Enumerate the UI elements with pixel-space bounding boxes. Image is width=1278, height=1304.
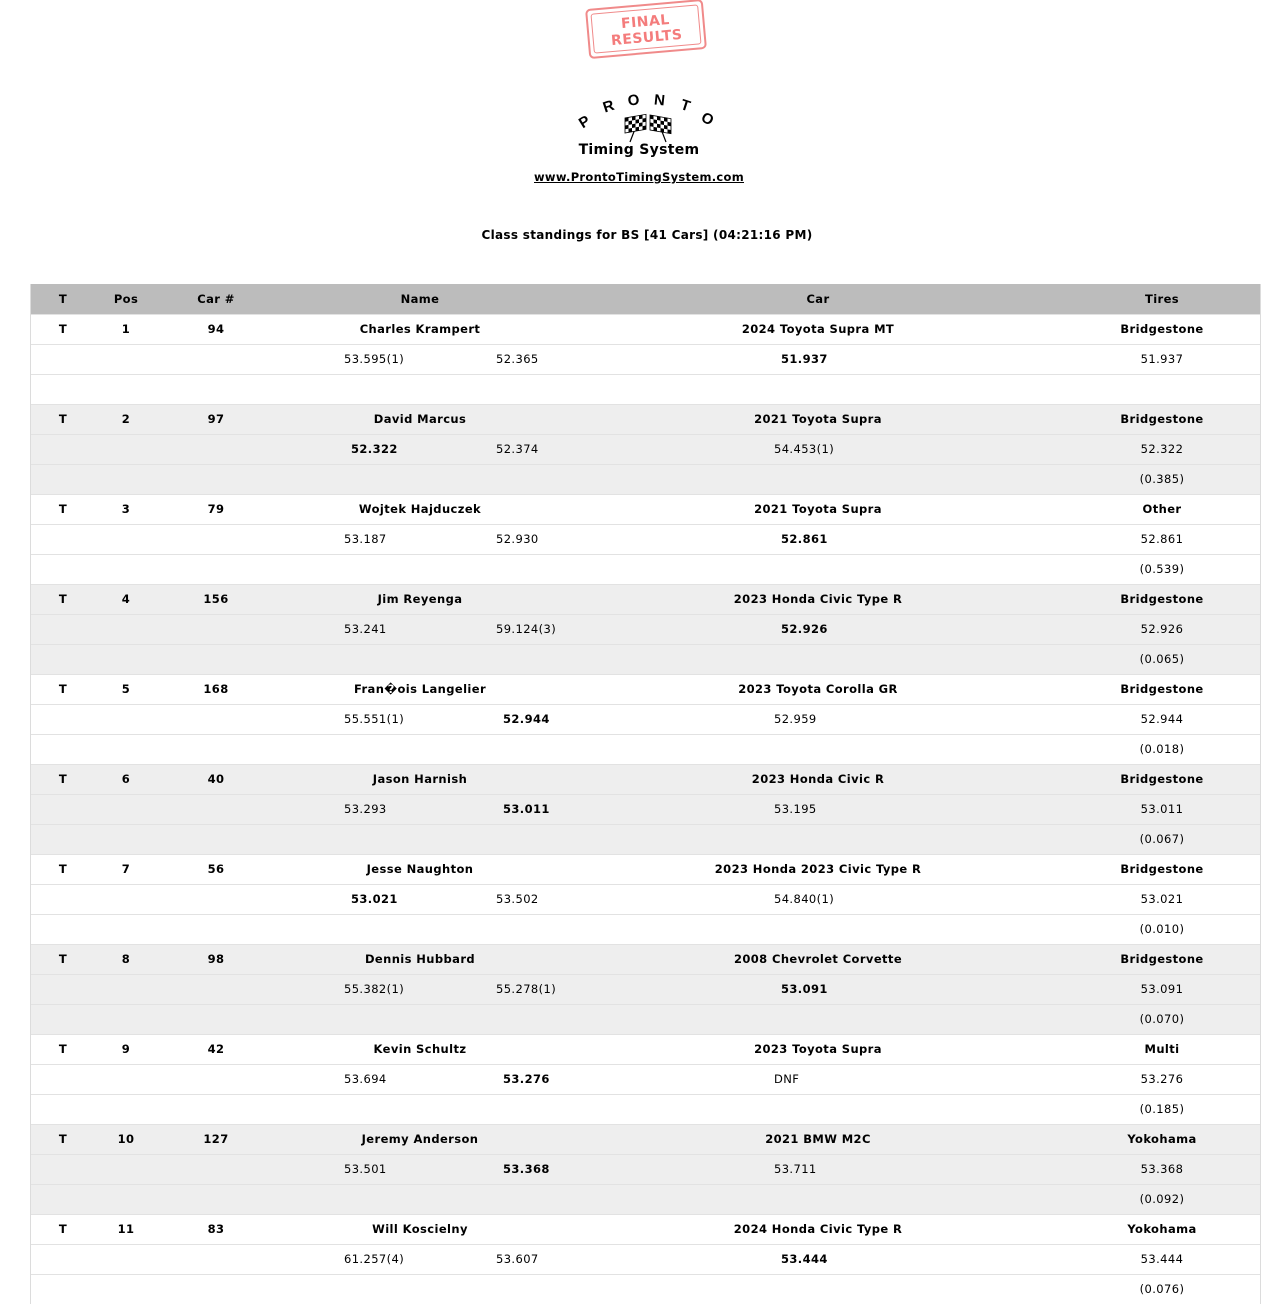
entry-run-time: 53.276 (503, 1072, 550, 1086)
entry-tires: Yokohama (1127, 1222, 1197, 1236)
table-row-runs (31, 794, 1260, 824)
entry-car-model: 2024 Toyota Supra MT (741, 322, 895, 336)
entry-position: 1 (121, 322, 131, 336)
table-row (31, 404, 1260, 434)
table-row-diff (31, 374, 1260, 404)
standings-title: Class standings for BS [41 Cars] (04:21:16 PM) (481, 228, 813, 242)
entry-run-time: 52.944 (503, 712, 550, 726)
entry-car-number: 56 (207, 862, 225, 876)
entry-difference: (0.385) (1139, 472, 1185, 486)
table-row-diff (31, 644, 1260, 674)
entry-run-time: 51.937 (781, 352, 828, 366)
entry-difference: (0.539) (1139, 562, 1185, 576)
entry-best-time: 52.926 (1140, 622, 1184, 636)
entry-difference: (0.010) (1139, 922, 1185, 936)
table-row (31, 1214, 1260, 1244)
entry-car-model: 2021 BMW M2C (765, 1132, 871, 1146)
entry-best-time: 52.944 (1140, 712, 1184, 726)
entry-position: 5 (121, 682, 131, 696)
entry-car-model: 2024 Honda Civic Type R (733, 1222, 903, 1236)
entry-tires: Bridgestone (1120, 682, 1204, 696)
entry-run-time: 52.322 (351, 442, 398, 456)
entry-run-time: 52.861 (781, 532, 828, 546)
stamp-line-1: FINAL (620, 11, 671, 33)
entry-difference: (0.067) (1139, 832, 1185, 846)
entry-car-number: 98 (207, 952, 225, 966)
table-row-runs (31, 1064, 1260, 1094)
table-row-diff (31, 914, 1260, 944)
entry-t: T (58, 1042, 68, 1056)
table-row-diff (31, 824, 1260, 854)
entry-position: 8 (121, 952, 131, 966)
table-row-diff (31, 1274, 1260, 1304)
entry-car-number: 42 (207, 1042, 225, 1056)
entry-best-time: 53.444 (1140, 1252, 1184, 1266)
entry-tires: Bridgestone (1120, 412, 1204, 426)
entry-run-time: 52.365 (496, 352, 539, 366)
column-header-car: Car (806, 292, 830, 306)
entry-run-time: 59.124(3) (496, 622, 557, 636)
entry-tires: Multi (1144, 1042, 1180, 1056)
entry-driver-name: Jesse Naughton (366, 862, 474, 876)
entry-run-time: 53.195 (774, 802, 817, 816)
table-row (31, 314, 1260, 344)
table-row-diff (31, 1184, 1260, 1214)
logo-letter-4: N (653, 91, 666, 110)
entry-best-time: 53.368 (1140, 1162, 1184, 1176)
entry-tires: Bridgestone (1120, 322, 1204, 336)
table-row (31, 1124, 1260, 1154)
results-table (30, 284, 1261, 1304)
entry-run-time: 52.959 (774, 712, 817, 726)
entry-driver-name: Jeremy Anderson (361, 1132, 479, 1146)
entry-best-time: 51.937 (1140, 352, 1184, 366)
entry-best-time: 53.011 (1140, 802, 1184, 816)
entry-car-number: 94 (207, 322, 225, 336)
entry-difference: (0.185) (1139, 1102, 1185, 1116)
entry-difference: (0.092) (1139, 1192, 1185, 1206)
column-header-tires: Tires (1144, 292, 1180, 306)
table-header (31, 284, 1260, 314)
table-row-runs (31, 884, 1260, 914)
entry-position: 7 (121, 862, 131, 876)
entry-best-time: 53.091 (1140, 982, 1184, 996)
entry-car-number: 127 (203, 1132, 229, 1146)
table-row (31, 1034, 1260, 1064)
table-row (31, 944, 1260, 974)
entry-run-time: 55.551(1) (344, 712, 405, 726)
column-header-car-number: Car # (197, 292, 235, 306)
entry-t: T (58, 322, 68, 336)
entry-position: 2 (121, 412, 131, 426)
entry-run-time: 52.930 (496, 532, 539, 546)
entry-driver-name: Dennis Hubbard (364, 952, 476, 966)
entry-tires: Yokohama (1127, 1132, 1197, 1146)
table-row-diff (31, 464, 1260, 494)
entry-position: 10 (117, 1132, 135, 1146)
entry-position: 9 (121, 1042, 131, 1056)
column-header-pos: Pos (113, 292, 139, 306)
entry-position: 11 (117, 1222, 135, 1236)
entry-car-number: 156 (203, 592, 229, 606)
entry-run-time: 52.374 (496, 442, 539, 456)
entry-t: T (58, 772, 68, 786)
entry-tires: Bridgestone (1120, 592, 1204, 606)
entry-t: T (58, 862, 68, 876)
entry-car-model: 2021 Toyota Supra (754, 502, 882, 516)
logo-letter-1: P (575, 112, 594, 133)
entry-best-time: 52.861 (1140, 532, 1184, 546)
entry-difference: (0.070) (1139, 1012, 1185, 1026)
entry-run-time: 53.595(1) (344, 352, 405, 366)
stamp-line-2: RESULTS (610, 26, 684, 50)
entry-t: T (58, 1222, 68, 1236)
column-header-t: T (58, 292, 68, 306)
table-row (31, 764, 1260, 794)
table-row (31, 854, 1260, 884)
entry-best-time: 53.021 (1140, 892, 1184, 906)
entry-run-time: 53.502 (496, 892, 539, 906)
entry-car-model: 2023 Honda Civic R (751, 772, 885, 786)
logo-letter-2: R (600, 96, 617, 117)
entry-run-time: 54.453(1) (774, 442, 835, 456)
entry-driver-name: Kevin Schultz (373, 1042, 467, 1056)
logo-letter-3: O (626, 91, 641, 110)
table-row-diff (31, 1094, 1260, 1124)
table-row (31, 494, 1260, 524)
table-row (31, 584, 1260, 614)
entry-run-time: 54.840(1) (774, 892, 835, 906)
entry-t: T (58, 592, 68, 606)
table-row (31, 674, 1260, 704)
table-row-runs (31, 1244, 1260, 1274)
entry-car-number: 79 (207, 502, 225, 516)
entry-run-time: 61.257(4) (344, 1252, 405, 1266)
entry-tires: Other (1142, 502, 1182, 516)
table-row-diff (31, 734, 1260, 764)
entry-run-time: 53.011 (503, 802, 550, 816)
entry-car-number: 83 (207, 1222, 225, 1236)
entry-run-time: 53.607 (496, 1252, 539, 1266)
entry-tires: Bridgestone (1120, 772, 1204, 786)
table-row-diff (31, 1004, 1260, 1034)
entry-run-time: 53.241 (344, 622, 387, 636)
entry-position: 4 (121, 592, 131, 606)
entry-car-number: 97 (207, 412, 225, 426)
entry-run-time: 53.293 (344, 802, 387, 816)
entry-driver-name: Jason Harnish (372, 772, 468, 786)
entry-car-model: 2023 Honda Civic Type R (733, 592, 903, 606)
entry-difference: (0.018) (1139, 742, 1185, 756)
entry-run-time: 55.382(1) (344, 982, 405, 996)
entry-tires: Bridgestone (1120, 862, 1204, 876)
checkered-flags-icon (625, 114, 671, 142)
entry-run-time: 53.021 (351, 892, 398, 906)
entry-run-time: 53.501 (344, 1162, 387, 1176)
entry-car-model: 2023 Honda 2023 Civic Type R (714, 862, 922, 876)
logo-letter-5: T (678, 96, 693, 116)
entry-position: 6 (121, 772, 131, 786)
entry-difference: (0.065) (1139, 652, 1185, 666)
entry-run-time: 53.694 (344, 1072, 387, 1086)
entry-driver-name: Jim Reyenga (377, 592, 463, 606)
entry-car-number: 40 (207, 772, 225, 786)
entry-difference: (0.076) (1139, 1282, 1185, 1296)
entry-driver-name: Fran�ois Langelier (353, 682, 487, 696)
entry-best-time: 53.276 (1140, 1072, 1184, 1086)
entry-t: T (58, 1132, 68, 1146)
entry-position: 3 (121, 502, 131, 516)
table-row-runs (31, 1154, 1260, 1184)
entry-car-number: 168 (203, 682, 229, 696)
entry-run-time: 53.368 (503, 1162, 550, 1176)
entry-best-time: 52.322 (1140, 442, 1184, 456)
table-row-runs (31, 434, 1260, 464)
entry-t: T (58, 502, 68, 516)
entry-run-time: 53.091 (781, 982, 828, 996)
entry-run-time: 52.926 (781, 622, 828, 636)
entry-run-time: 53.711 (774, 1162, 817, 1176)
table-row-runs (31, 974, 1260, 1004)
entry-driver-name: Charles Krampert (359, 322, 481, 336)
table-row-runs (31, 614, 1260, 644)
table-row-runs (31, 344, 1260, 374)
entry-run-time: DNF (774, 1072, 800, 1086)
entry-car-model: 2023 Toyota Supra (754, 1042, 882, 1056)
entry-run-time: 55.278(1) (496, 982, 557, 996)
logo-letter-6: O (697, 108, 717, 130)
table-row-diff (31, 554, 1260, 584)
brand-name: Timing System (578, 142, 700, 158)
entry-tires: Bridgestone (1120, 952, 1204, 966)
entry-car-model: 2008 Chevrolet Corvette (733, 952, 903, 966)
table-row-runs (31, 524, 1260, 554)
entry-driver-name: David Marcus (373, 412, 467, 426)
entry-t: T (58, 412, 68, 426)
entry-run-time: 53.444 (781, 1252, 828, 1266)
entry-t: T (58, 952, 68, 966)
entry-run-time: 53.187 (344, 532, 387, 546)
entry-driver-name: Will Koscielny (372, 1222, 468, 1236)
column-header-name: Name (400, 292, 440, 306)
website-link[interactable]: www.ProntoTimingSystem.com (534, 170, 744, 184)
final-results-stamp (585, 0, 707, 59)
entry-t: T (58, 682, 68, 696)
entry-car-model: 2021 Toyota Supra (754, 412, 882, 426)
table-row-runs (31, 704, 1260, 734)
entry-driver-name: Wojtek Hajduczek (358, 502, 482, 516)
entry-car-model: 2023 Toyota Corolla GR (738, 682, 898, 696)
